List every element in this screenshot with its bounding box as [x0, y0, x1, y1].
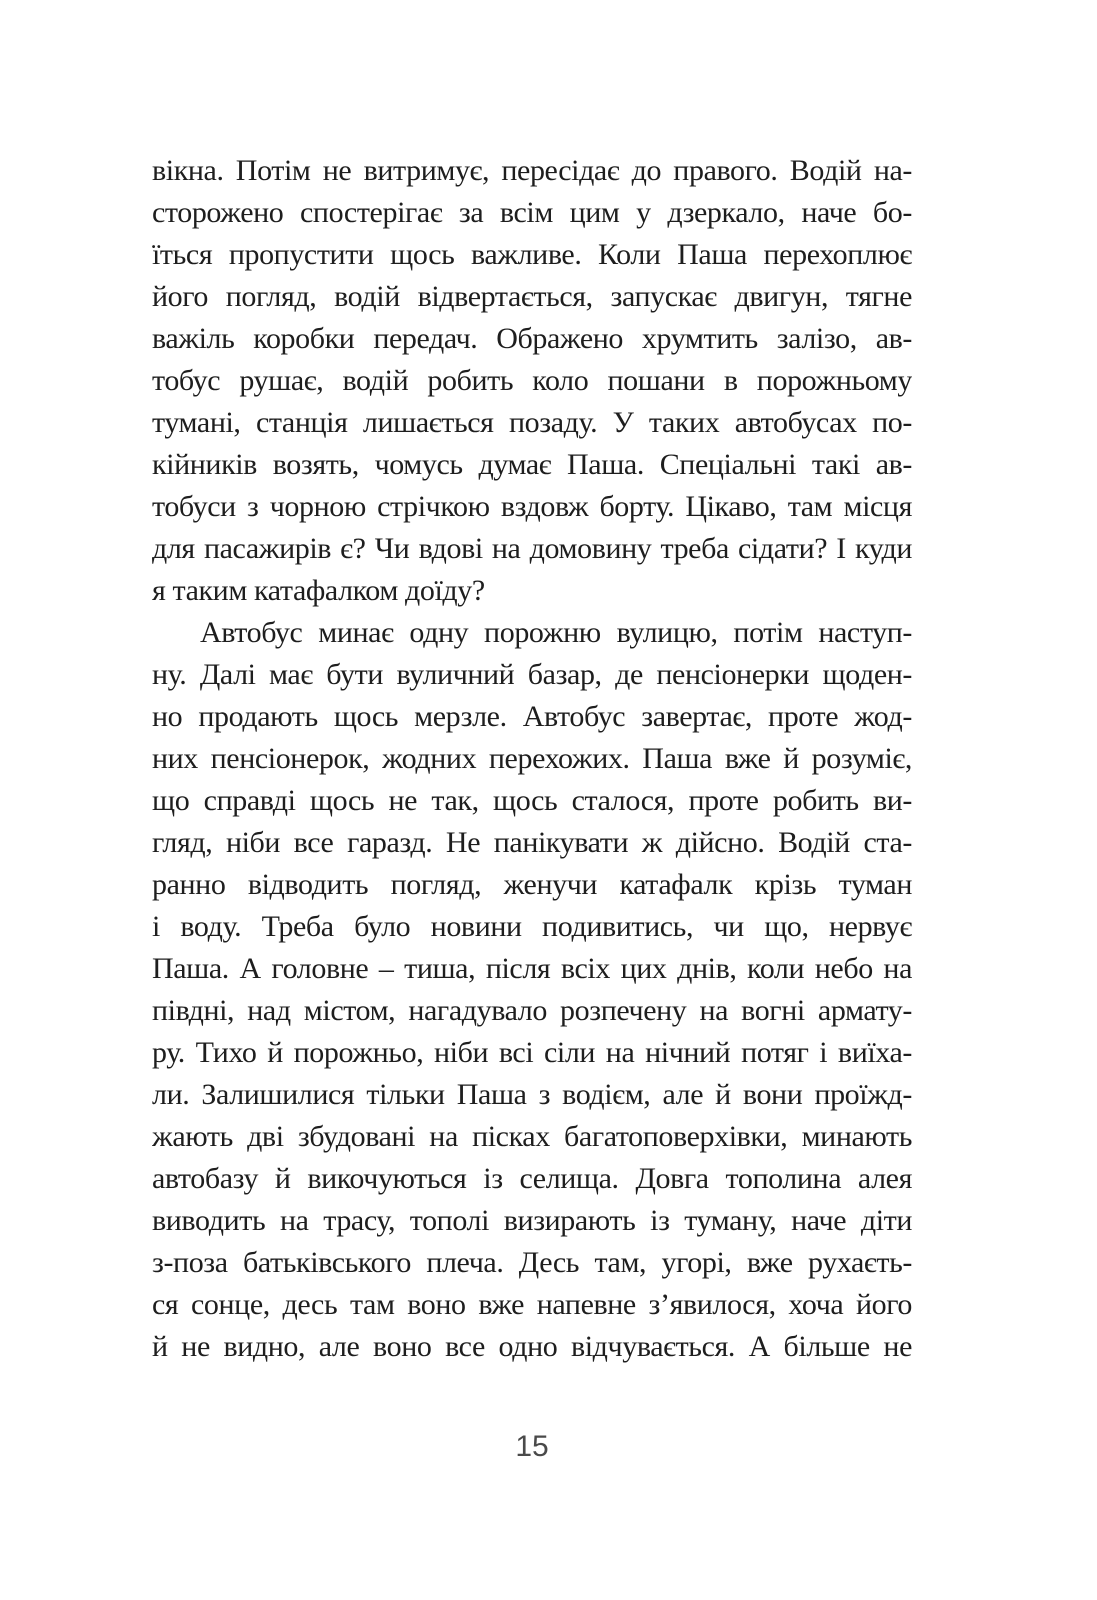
text-line: ру. Тихо й порожньо, ніби всі сіли на нічний потяг і виїха-	[152, 1036, 912, 1069]
text-block	[152, 150, 912, 1368]
text-line: його погляд, водій відвертається, запускає двигун, тягне	[152, 280, 912, 313]
text-line: з-поза батьківського плеча. Десь там, угорі, вже рухаєть-	[152, 1246, 912, 1279]
text-line: сторожено спостерігає за всім цим у дзеркало, наче бо-	[152, 196, 912, 229]
text-line: й не видно, але воно все одно відчувається. А більше не	[152, 1330, 912, 1363]
text-line: і воду. Треба було новини подивитись, чи що, нервує	[152, 910, 912, 943]
text-line: них пенсіонерок, жодних перехожих. Паша вже й розуміє,	[152, 742, 912, 775]
text-line: півдні, над містом, нагадувало розпечену на вогні армату-	[152, 994, 912, 1027]
text-line: кійників возять, чомусь думає Паша. Спеціальні такі ав-	[152, 448, 912, 481]
page-number: 15	[515, 1430, 549, 1463]
text-line: но продають щось мерзле. Автобус завертає, проте жод-	[152, 700, 912, 733]
text-line: я таким катафалком доїду?	[152, 574, 485, 607]
text-line: для пасажирів є? Чи вдові на домовину треба сідати? І куди	[152, 532, 912, 565]
text-line: що справді щось не так, щось сталося, проте робить ви-	[152, 784, 912, 817]
text-line: ли. Залишилися тільки Паша з водієм, але й вони проїжд-	[152, 1078, 912, 1111]
text-line: автобазу й викочуються із селища. Довга тополина алея	[152, 1162, 912, 1195]
text-line: ранно відводить погляд, женучи катафалк крізь туман	[152, 868, 912, 901]
text-line: важіль коробки передач. Ображено хрумтить залізо, ав-	[152, 322, 912, 355]
paragraph	[152, 612, 912, 1368]
text-line: тумані, станція лишається позаду. У таких автобусах по-	[152, 406, 912, 439]
text-line: ну. Далі має бути вуличний базар, де пенсіонерки щоден-	[152, 658, 912, 691]
text-line: виводить на трасу, тополі визирають із туману, наче діти	[152, 1204, 912, 1237]
text-line: Паша. А головне – тиша, після всіх цих днів, коли небо на	[152, 952, 912, 985]
text-line: тобуси з чорною стрічкою вздовж борту. Цікаво, там місця	[152, 490, 912, 523]
paragraph	[152, 150, 912, 612]
text-line: їться пропустити щось важливе. Коли Паша перехоплює	[152, 238, 912, 271]
text-line: жають дві збудовані на пісках багатоповерхівки, минають	[152, 1120, 912, 1153]
text-line: тобус рушає, водій робить коло пошани в порожньому	[152, 364, 912, 397]
text-line: гляд, ніби все гаразд. Не панікувати ж дійсно. Водій ста-	[152, 826, 912, 859]
text-line: вікна. Потім не витримує, пересідає до правого. Водій на-	[152, 154, 912, 187]
text-line: ся сонце, десь там воно вже напевне з’явилося, хоча його	[152, 1288, 912, 1321]
text-line: Автобус минає одну порожню вулицю, потім наступ-	[200, 616, 912, 649]
